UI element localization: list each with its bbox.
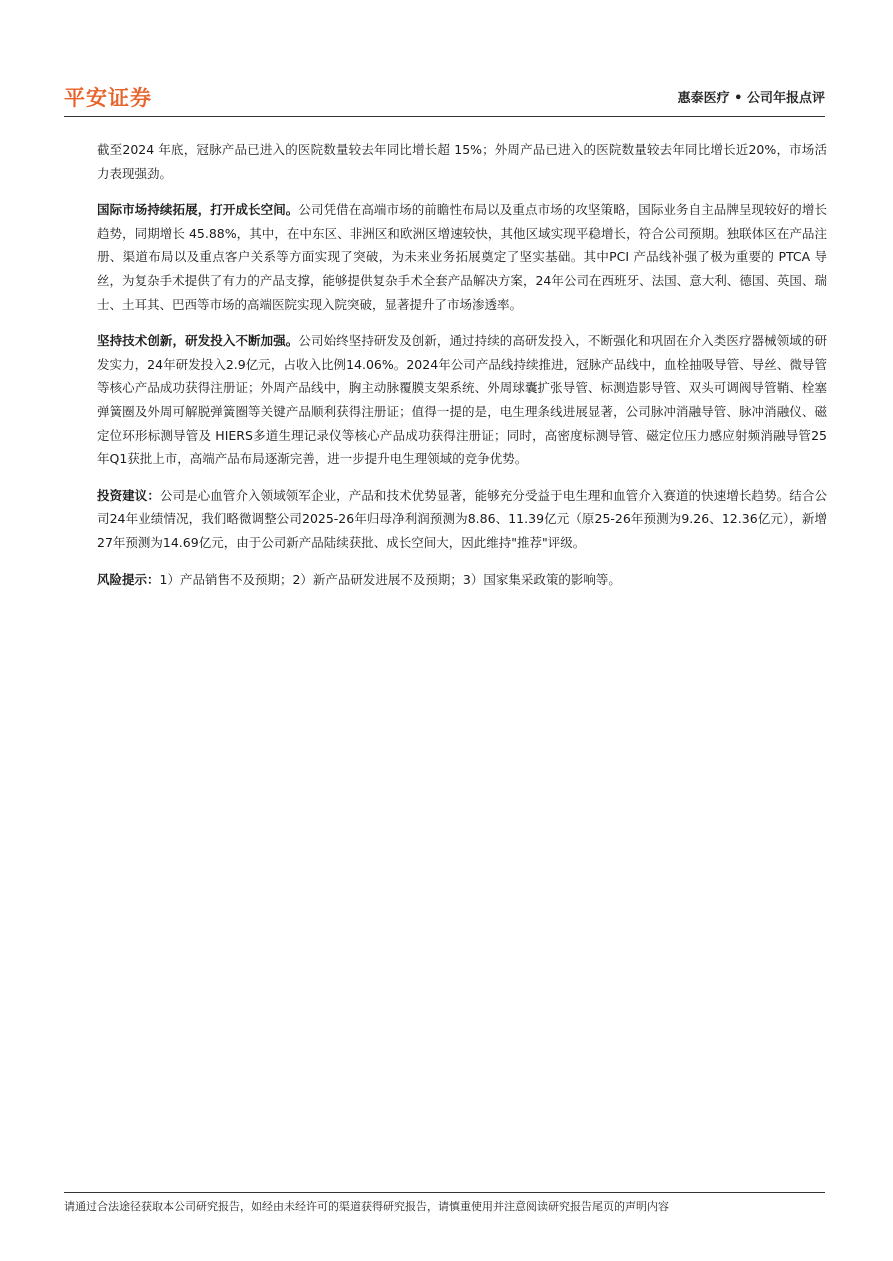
paragraph-text: 公司始终坚持研发及创新，通过持续的高研发投入，不断强化和巩固在介入类医疗器械领域的研发实力，24年研发投入2.9亿元，占收入比例14.06%。2024年公司产品线持续推进，冠脉产品线中，血栓抽吸导管、导丝、微导管等核心产品成功获得注册证；外周产品线中，胸主动脉覆膜支架系统、外周球囊扩张导管、标测造影导管、双头可调阀导管鞘、栓塞弹簧圈及外周可解脱弹簧圈等关键产品顺利获得注册证；值得一提的是，电生理条线进展显著，公司脉冲消融导管、脉冲消融仪、磁定位环形标测导管及 HIERS多道生理记录仪等核心产品成功获得注册证；同时，高密度标测导管、磁定位压力感应射频消融导管25年Q1获批上市，高端产品布局逐渐完善，进一步提升电生理领域的竞争优势。 bbox=[97, 333, 827, 467]
paragraph-text: 公司是心血管介入领域领军企业，产品和技术优势显著，能够充分受益于电生理和血管介入赛道的快速增长趋势。结合公司24年业绩情况，我们略微调整公司2025-26年归母净利润预测为8.86、11.39亿元（原25-26年预测为9.26、12.36亿元），新增27年预测为14.69亿元，由于公司新产品陆续获批、成长空间大，因此维持"推荐"评级。 bbox=[97, 487, 827, 550]
paragraph-international-market bbox=[97, 198, 827, 316]
footer-disclaimer: 请通过合法途径获取本公司研究报告，如经由未经许可的渠道获得研究报告，请慎重使用并注意阅读研究报告尾页的声明内容 bbox=[64, 1200, 669, 1213]
company-logo: 平安证券 bbox=[64, 86, 152, 110]
paragraph-heading: 国际市场持续拓展，打开成长空间。 bbox=[97, 202, 299, 218]
paragraph-heading: 投资建议： bbox=[97, 487, 160, 503]
paragraph-risk-warning bbox=[97, 568, 827, 592]
paragraph-rd-investment bbox=[97, 329, 827, 471]
paragraph-heading: 风险提示： bbox=[97, 571, 160, 587]
paragraph-text: 1）产品销售不及预期；2）新产品研发进展不及预期；3）国家集采政策的影响等。 bbox=[159, 571, 621, 587]
paragraph-text: 公司凭借在高端市场的前瞻性布局以及重点市场的攻坚策略，国际业务自主品牌呈现较好的增长趋势，同期增长 45.88%，其中，在中东区、非洲区和欧洲区增速较快，其他区域实现平稳增长，符合公司预期。独联体区在产品注册、渠道布局以及重点客户关系等方面实现了突破，为未来业务拓展奠定了坚实基础。其中PCI 产品线补强了极为重要的 PTCA 导丝，为复杂手术提供了有力的产品支撑，能够提供复杂手术全套产品解决方案，24年公司在西班牙、法国、意大利、德国、英国、瑞士、土耳其、巴西等市场的高端医院实现入院突破，显著提升了市场渗透率。 bbox=[97, 202, 827, 312]
paragraph-hospital-coverage bbox=[97, 138, 827, 185]
paragraph-investment-advice bbox=[97, 484, 827, 555]
page-footer bbox=[64, 1192, 825, 1214]
page-header bbox=[64, 80, 825, 117]
paragraph-heading: 坚持技术创新，研发投入不断加强。 bbox=[97, 333, 299, 349]
paragraph-text: 截至2024 年底，冠脉产品已进入的医院数量较去年同比增长超 15%；外周产品已进入的医院数量较去年同比增长近20%，市场活力表现强劲。 bbox=[97, 142, 827, 181]
report-body bbox=[97, 138, 827, 604]
report-title: 惠泰医疗 • 公司年报点评 bbox=[677, 91, 825, 106]
